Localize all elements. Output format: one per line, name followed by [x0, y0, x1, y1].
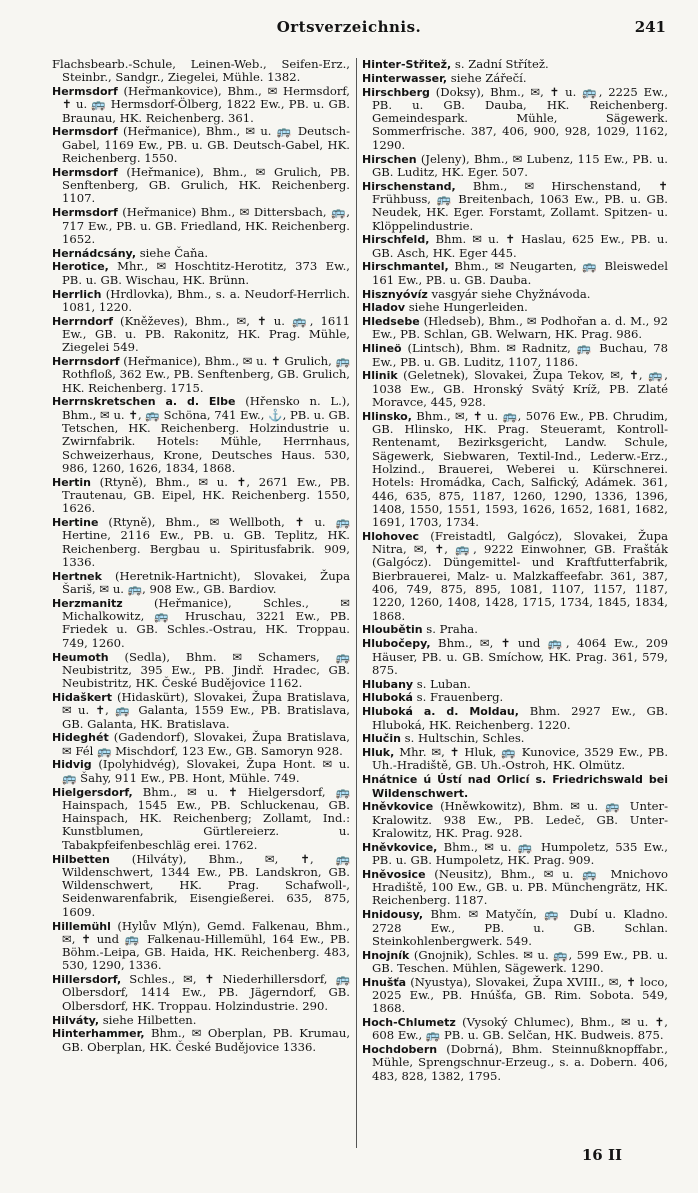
entry-headword: Hernádcsány, — [52, 246, 137, 260]
entry-headword: Herrndorf — [52, 314, 113, 328]
entry-headword: Hoch-Chlumetz — [362, 1016, 456, 1030]
entry-text: (Rtyně), Bhm., ✉ Wellboth, ✝ u. 🚌 Hertine, 2116 Ew., PB. u. GB. Teplitz, HK. Reichenberg. Bergbau u. Spiritusfabrik. 909, 1336. — [62, 515, 350, 569]
index-entry — [362, 637, 668, 677]
index-entry — [52, 315, 350, 355]
entry-headword: Hirschberg — [362, 85, 430, 99]
entry-text: (Nyustya), Slovakei, Župa XVIII., ✉, ✝ loco, 2025 Ew., PB. Hnúšťa, GB. Rim. Sobota. 549, 1868. — [372, 974, 668, 1016]
index-entry — [52, 731, 350, 758]
entry-text: (Hylův Mlýn), Gemd. Falkenau, Bhm., ✉, ✝ und 🚌 Falkenau-Hillemühl, 164 Ew., PB. Böhm.-Leipa, GB. Haida, HK. Reichenberg. 483, 530, 1290, 1336. — [62, 918, 350, 973]
entry-headword: Hnušťa — [362, 975, 407, 989]
entry-text: siehe Hilbetten. — [99, 1012, 197, 1027]
entry-headword: Hloubětin — [362, 623, 423, 637]
entry-text: (Heřmanice), Bhm., ✉ u. 🚌 Deutsch-Gabel, 1169 Ew., PB. u. GB. Deutsch-Gabel, HK. Reichenberg. 1550. — [62, 124, 350, 166]
entry-text: (Heřmanice), Bhm., ✉ Grulich, PB. Senftenberg, GB. Grulich, HK. Reichenberg. 1107. — [62, 164, 350, 206]
index-entry — [362, 868, 668, 908]
index-entry — [52, 58, 350, 85]
entry-headword: Hilváty, — [52, 1013, 100, 1027]
index-entry — [362, 260, 668, 287]
entry-headword: Hertnek — [52, 569, 102, 583]
entry-headword: Hermsdorf — [52, 206, 118, 220]
entry-headword: Hlineö — [362, 342, 402, 356]
entry-text: Bhm., ✉ Oberplan, PB. Krumau, GB. Oberplan, HK. České Budějovice 1336. — [62, 1026, 350, 1054]
entry-headword: Hillemühl — [52, 919, 111, 933]
index-entry — [362, 746, 668, 773]
entry-text: (Hilváty), Bhm., ✉, ✝, 🚌 Wildenschwert, 1344 Ew., PB. Landskron, GB. Wildenschwert, HK. Prag. Schafwoll-, Seidenwarenfabrik, Eisengießerei. 635, 875, 1609. — [62, 851, 350, 919]
entry-headword: Hermsdorf — [52, 125, 118, 139]
entry-headword: Hněvosice — [362, 867, 426, 881]
entry-text: Bhm., ✉ u. ✝ Hielgersdorf, 🚌 Hainspach, 1545 Ew., PB. Schluckenau, GB. Hainspach, HK. Reichenberg; Zollamt, Ind.: Kunstblumen, Gürtlereierz. u. Tabakpfeifenbeschläg erei. 1762. — [62, 784, 350, 852]
index-entry — [362, 315, 668, 342]
entry-text: Flachsbearb.-Schule, Leinen-Web., Seifen-Erz., Steinbr., Sandgr., Ziegelei, Mühle. 1382. — [52, 57, 350, 85]
index-entry — [362, 410, 668, 530]
index-entry — [52, 570, 350, 597]
index-entry — [362, 908, 668, 948]
page-title: Ortsverzeichnis. — [276, 18, 422, 36]
entry-text: s. Zadní Střítež. — [451, 57, 549, 71]
entry-text: Bhm. ✉ u. ✝ Haslau, 625 Ew., PB. u. GB. Asch, HK. Eger 445. — [372, 232, 668, 260]
entry-headword: Herrlich — [52, 287, 102, 301]
entry-text: (Hledseb), Bhm., ✉ Podhořan a. d. M., 92 Ew., PB. Schlan, GB. Welwarn, HK. Prag. 986. — [372, 314, 668, 342]
entry-text: (Heřmanice), Bhm., ✉ u. ✝ Grulich, 🚌 Rothfloß, 362 Ew., PB. Senftenberg, GB. Grulich, HK. Reichenberg. 1715. — [62, 354, 350, 395]
entry-text: (Vysoký Chlumec), Bhm., ✉ u. ✝, 608 Ew., 🚌 PB. u. GB. Selčan, HK. Budweis. 875. — [372, 1015, 668, 1043]
index-entry — [52, 476, 350, 516]
column-divider — [356, 58, 357, 1148]
index-entry — [52, 166, 350, 206]
index-entry — [362, 530, 668, 623]
entry-text: Bhm., ✉, ✝ und 🚌, 4064 Ew., 209 Häuser, PB. u. GB. Smíchow, HK. Prag. 361, 579, 875. — [372, 636, 668, 677]
entry-headword: Hněvkovice — [362, 800, 434, 814]
entry-text: (Sedla), Bhm. ✉ Schamers, 🚌 Neubistritz, 395 Ew., PB. Jindř. Hradec, GB. Neubistritz, HK. České Budějovice 1162. — [62, 649, 350, 691]
entry-headword: Hidaškert — [52, 690, 112, 704]
entry-headword: Hnojník — [362, 948, 410, 962]
page-header — [0, 18, 698, 42]
entry-headword: Hluboká a. d. Moldau, — [362, 705, 519, 719]
entry-headword: Hinterhammer, — [52, 1027, 145, 1041]
index-entry — [52, 597, 350, 650]
entry-text: (Neusitz), Bhm., ✉ u. 🚌 Mnichovo Hradiště, 100 Ew., GB. u. PB. Münchengrätz, HK. Reichenberg. 1187. — [372, 866, 668, 908]
entry-text: s. Hultschin, Schles. — [400, 731, 525, 746]
entry-text: siehe Čaňa. — [136, 245, 209, 260]
index-entry — [362, 180, 668, 233]
entry-headword: Hnidousy, — [362, 908, 424, 922]
entry-text: s. Luban. — [413, 676, 471, 691]
entry-text: Schles., ✉, ✝ Niederhillersdorf, 🚌 Olbersdorf, 1414 Ew., PB. Jägerndorf, GB. Olbersdorf, HK. Troppau. Holzindustrie. 290. — [62, 972, 350, 1013]
index-entry — [362, 301, 668, 314]
entry-headword: Hirschen — [362, 152, 417, 166]
printer-signature: 16 II — [581, 1146, 622, 1164]
entry-text: (Ipolyhidvég), Slovakei, Župa Hont. ✉ u. 🚌 Šahy, 911 Ew., PB. Hont, Mühle. 749. — [62, 757, 350, 785]
index-entry — [362, 976, 668, 1016]
entry-text: siehe Zářečí. — [447, 70, 527, 85]
entry-headword: Hirschmantel, — [362, 260, 449, 274]
entry-headword: Hirschfeld, — [362, 233, 430, 247]
entry-headword: Herrnskretschen a. d. Elbe — [52, 395, 236, 409]
entry-headword: Hisznyóvíz — [362, 287, 428, 301]
index-entry — [52, 920, 350, 973]
entry-text: (Doksy), Bhm., ✉, ✝ u. 🚌, 2225 Ew., PB. u. GB. Dauba, HK. Reichenberg. Gemeindespark. Mühle, Sägewerk. Sommerfrische. 387, 406, 900, 928, 1029, 1162, 1290. — [372, 84, 668, 152]
index-entry — [362, 732, 668, 745]
entry-text: Mhr., ✉ Hoschtitz-Herotitz, 373 Ew., PB. u. GB. Wischau, HK. Brünn. — [62, 259, 350, 287]
index-entry — [362, 1016, 668, 1043]
index-entry — [52, 206, 350, 246]
entry-text: (Hidaskürt), Slovakei, Župa Bratislava, ✉ u. ✝, 🚌 Galanta, 1559 Ew., PB. Bratislava, GB. Galanta, HK. Bratislava. — [62, 689, 350, 731]
entry-headword: Hidvig — [52, 758, 92, 772]
entry-text: vasgyár siehe Chyžnávoda. — [427, 286, 591, 301]
entry-text: Bhm. 2927 Ew., GB. Hluboká, HK. Reichenberg. 1220. — [372, 704, 669, 732]
entry-headword: Hertin — [52, 475, 91, 489]
entry-headword: Hlučin — [362, 732, 401, 746]
entry-headword: Hlubočepy, — [362, 637, 431, 651]
entry-text: (Gadendorf), Slovakei, Župa Bratislava, ✉ Fél 🚌 Mischdorf, 123 Ew., GB. Samoryn 928. — [62, 730, 350, 758]
entry-text: (Freistadtl, Galgócz), Slovakei, Župa Nitra, ✉, ✝, 🚌, 9222 Einwohner, GB. Frašták (Galgócz). Düngemittel- und Kraftfutterfabrik, Bierbrauerei, Malz- u. Malzkaffeefabr. 361, 387, 406, 749, 875, 895, 1081, 1107, 1157, 1187, 1220, 1260, 1408, 1428, 1715, 1734, 1845, 1834, 1868. — [372, 528, 668, 623]
entry-headword: Hermsdorf — [52, 165, 118, 179]
entry-text: siehe Hungerleiden. — [405, 300, 528, 315]
entry-headword: Heumoth — [52, 650, 109, 664]
entry-text: Mhr. ✉, ✝ Hluk, 🚌 Kunovice, 3529 Ew., PB. Uh.-Hradiště, GB. Uh.-Ostroh, HK. Olmütz. — [372, 745, 668, 773]
entry-headword: Hilbetten — [52, 852, 110, 866]
index-entry — [362, 342, 668, 369]
entry-text: s. Frauenberg. — [412, 690, 504, 705]
page-number: 241 — [634, 18, 666, 36]
index-entry — [362, 800, 668, 840]
entry-text: Bhm. ✉ Matyčín, 🚌 Dubí u. Kladno. 2728 Ew., PB. u. GB. Schlan. Steinkohlenbergwerk. 549. — [372, 907, 668, 948]
entry-text: (Jeleny), Bhm., ✉ Lubenz, 115 Ew., PB. u. GB. Luditz, HK. Eger. 507. — [372, 151, 668, 179]
index-entry — [52, 973, 350, 1013]
entry-text: (Lintsch), Bhm. ✉ Radnitz, 🚌 Buchau, 78 Ew., PB. u. GB. Luditz, 1107, 1186. — [372, 341, 668, 369]
index-entry — [362, 58, 668, 71]
left-column — [52, 58, 350, 1054]
entry-headword: Hinter-Střitež, — [362, 58, 452, 71]
index-entry — [52, 651, 350, 691]
entry-text: (Hřensko n. L.), Bhm., ✉ u. ✝, 🚌 Schöna, 741 Ew., ⚓, PB. u. GB. Tetschen, HK. Reichenberg. Holzindustrie u. Zwirnfabrik. Hotels: Mühle, Herrnhaus, Schweizerhaus, Krone, Deutsches Haus. 530, 986, 1260, 1626, 1834, 1868. — [62, 394, 351, 475]
entry-headword: Hladov — [362, 301, 406, 315]
index-entry — [362, 623, 668, 636]
entry-text: Bhm., ✉ Neugarten, 🚌 Bleiswedel 161 Ew., PB. u. GB. Dauba. — [372, 259, 668, 287]
entry-headword: Hluboká — [362, 691, 413, 705]
index-entry — [362, 86, 668, 152]
entry-text: (Hrdlovka), Bhm., s. a. Neudorf-Herrlich. 1081, 1220. — [62, 286, 350, 314]
index-entry — [52, 853, 350, 919]
entry-text: s. Praha. — [422, 622, 478, 637]
entry-text: (Kněževes), Bhm., ✉, ✝ u. 🚌, 1611 Ew., GB. u. PB. Rakonitz, HK. Prag. Mühle, Ziegelei 549. — [62, 313, 350, 355]
index-entry — [52, 260, 350, 287]
index-entry — [52, 758, 350, 785]
index-entry — [362, 691, 668, 704]
index-entry — [52, 395, 350, 475]
entry-headword: Hlohovec — [362, 529, 420, 543]
entry-text: (Geletnek), Slovakei, Župa Tekov, ✉, ✝, 🚌, 1038 Ew., GB. Hronský Svätý Kríž, PB. Zlaté Moravce, 445, 928. — [372, 368, 668, 409]
index-entry — [52, 355, 350, 395]
entry-headword: Hlubany — [362, 677, 414, 691]
entry-headword: Hielgersdorf, — [52, 785, 133, 799]
index-entry — [52, 288, 350, 315]
index-entry — [362, 705, 668, 732]
entry-headword: Hnátnice ú Ústí nad Orlicí s. Friedrichswald bei Wildenschwert. — [362, 773, 668, 800]
entry-headword: Hinterwasser, — [362, 71, 448, 85]
entry-headword: Herzmanitz — [52, 596, 123, 610]
entry-headword: Herrnsdorf — [52, 355, 120, 369]
right-column — [362, 58, 668, 1084]
index-entry — [362, 1043, 668, 1083]
index-entry — [362, 773, 668, 800]
entry-text: (Heřmanice) Bhm., ✉ Dittersbach, 🚌, 717 Ew., PB. u. GB. Friedland, HK. Reichenberg. 1652. — [62, 205, 350, 246]
index-entry — [362, 233, 668, 260]
index-entry — [362, 678, 668, 691]
index-entry — [362, 949, 668, 976]
entry-text: (Heřmanice), Schles., ✉ Michalkowitz, 🚌 Hruschau, 3221 Ew., PB. Friedek u. GB. Schles.-Ostrau, HK. Troppau. 749, 1260. — [62, 595, 350, 650]
index-entry — [52, 786, 350, 852]
entry-headword: Hochdobern — [362, 1043, 438, 1057]
entry-headword: Hledsebe — [362, 315, 420, 329]
index-entry — [362, 369, 668, 409]
entry-text: (Gnojnik), Schles. ✉ u. 🚌, 599 Ew., PB. u. GB. Teschen. Mühlen, Sägewerk. 1290. — [372, 947, 668, 975]
entry-text: (Heřmankovice), Bhm., ✉ Hermsdorf, ✝ u. 🚌 Hermsdorf-Ölberg, 1822 Ew., PB. u. GB. Braunau, HK. Reichenberg. 361. — [62, 84, 350, 125]
index-entry — [362, 153, 668, 180]
index-entry — [52, 125, 350, 165]
index-entry — [52, 516, 350, 569]
index-entry — [52, 1027, 350, 1054]
index-entry — [52, 1014, 350, 1027]
entry-text: Bhm., ✉ Hirschenstand, ✝ Frühbuss, 🚌 Breitenbach, 1063 Ew., PB. u. GB. Neudek, HK. Eger. Forstamt, Zollamt. Spitzen- u. Klöppelindustrie. — [372, 178, 668, 233]
index-entry — [362, 72, 668, 85]
entry-headword: Hertine — [52, 516, 99, 530]
entry-headword: Hlinsko, — [362, 409, 412, 423]
index-entry — [52, 247, 350, 260]
entry-text: (Hněwkowitz), Bhm. ✉ u. 🚌 Unter-Kralowitz. 938 Ew., PB. Ledeč, GB. Unter-Kralowitz, HK. Prag. 928. — [372, 799, 668, 840]
entry-text: Bhm., ✉, ✝ u. 🚌, 5076 Ew., PB. Chrudim, GB. Hlinsko, HK. Prag. Steueramt, Kontroll-Rentenamt, Bezirksgericht, Landw. Schule, Sägewerk, Siebwaren, Textil-Ind., Lederw.-Erz., Holzind., Brauerei, Weberei u. Kürschnerei. Hotels: Hromádka, Cach, Salfický, Adámek. 361, 446, 635, 875, 1187, 1260, 1290, 1336, 1396, 1408, 1550, 1551, 1593, 1626, 1652, 1681, 1682, 1691, 1703, 1734. — [372, 408, 668, 530]
entry-headword: Hirschenstand, — [362, 179, 456, 193]
index-entry — [52, 691, 350, 731]
index-entry — [52, 85, 350, 125]
entry-text: (Heretnik-Hartnicht), Slovakei, Župa Šariš, ✉ u. 🚌, 908 Ew., GB. Bardiov. — [62, 568, 350, 597]
entry-headword: Hluk, — [362, 746, 395, 760]
entry-headword: Hermsdorf — [52, 85, 118, 99]
entry-headword: Herotice, — [52, 260, 109, 274]
index-entry — [362, 841, 668, 868]
entry-headword: Hideghét — [52, 731, 109, 745]
entry-text: Bhm., ✉ u. 🚌 Humpoletz, 535 Ew., PB. u. GB. Humpoletz, HK. Prag. 909. — [372, 839, 668, 868]
index-entry — [362, 288, 668, 301]
entry-text: (Rtyně), Bhm., ✉ u. ✝, 2671 Ew., PB. Trautenau, GB. Eipel, HK. Reichenberg. 1550, 1626. — [62, 474, 350, 516]
entry-headword: Hillersdorf, — [52, 973, 122, 987]
entry-headword: Hněvkovice, — [362, 840, 438, 854]
entry-headword: Hlinik — [362, 369, 398, 383]
entry-text: (Dobrná), Bhm. Steinnußknopffabr., Mühle, Sprengschnur-Erzeug., s. a. Dobern. 406, 483, 828, 1382, 1795. — [372, 1042, 668, 1083]
